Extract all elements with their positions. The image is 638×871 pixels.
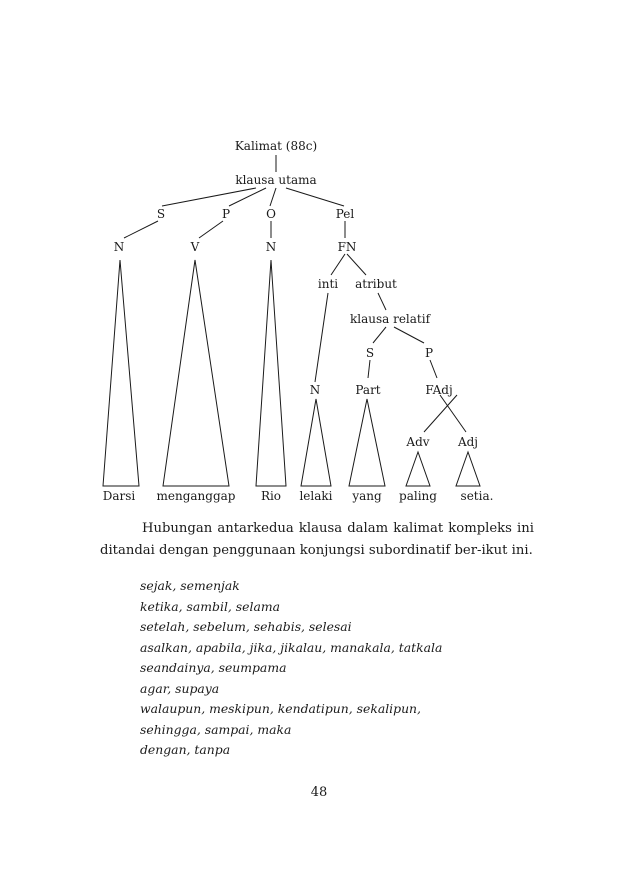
edge-klausa-s bbox=[373, 327, 386, 343]
edge-clause-o bbox=[270, 188, 276, 206]
edge-fn-inti bbox=[331, 254, 345, 275]
list-item: setelah, sebelum, sehabis, selesai bbox=[140, 619, 352, 634]
triangle-yang bbox=[349, 399, 385, 486]
word-lelaki: lelaki bbox=[299, 489, 333, 503]
node-cat-v: V bbox=[190, 240, 200, 254]
node-atribut: atribut bbox=[355, 277, 397, 291]
node-cat-n1: N bbox=[113, 240, 125, 254]
node-rel-p: P bbox=[424, 346, 434, 360]
edge-fadj-adj bbox=[440, 395, 466, 432]
word-yang: yang bbox=[352, 489, 382, 503]
node-clause: klausa utama bbox=[235, 173, 317, 187]
word-darsi: Darsi bbox=[102, 489, 136, 503]
edge-p-v bbox=[199, 221, 223, 238]
triangle-setia bbox=[456, 452, 480, 486]
list-item: asalkan, apabila, jika, jikalau, manakala, tatkala bbox=[140, 639, 443, 655]
node-rel-n: N bbox=[309, 383, 321, 397]
body-paragraph: Hubungan antarkedua klausa dalam kalimat kompleks ini ditandai dengan penggunaan konjungsi subordinatif ber-ikut ini. bbox=[100, 521, 534, 558]
node-rel-fadj: FAdj bbox=[425, 383, 453, 397]
node-adv: Adv bbox=[406, 435, 430, 449]
node-func-o: O bbox=[266, 207, 276, 221]
node-func-s: S bbox=[156, 207, 166, 221]
edge-s-n bbox=[124, 221, 158, 238]
triangle-lelaki bbox=[301, 399, 331, 486]
node-func-pel: Pel bbox=[335, 207, 355, 221]
edge-clause-pel bbox=[286, 188, 344, 206]
node-rel-s: S bbox=[365, 346, 375, 360]
word-rio: Rio bbox=[260, 489, 282, 503]
triangle-darsi bbox=[103, 260, 139, 486]
list-item: seandainya, seumpama bbox=[140, 660, 287, 675]
edge-clause-s bbox=[162, 188, 256, 206]
edge-inti-n bbox=[315, 293, 328, 382]
triangle-rio bbox=[256, 260, 286, 486]
node-relative-clause: klausa relatif bbox=[349, 312, 431, 326]
edge-fn-atribut bbox=[347, 254, 366, 275]
node-root: Kalimat (88c) bbox=[234, 139, 318, 153]
node-cat-fn: FN bbox=[337, 240, 357, 254]
word-setia: setia. bbox=[460, 489, 494, 503]
conjunction-list bbox=[140, 576, 442, 761]
edge-p-fadj bbox=[430, 360, 437, 378]
list-item: dengan, tanpa bbox=[140, 742, 231, 757]
node-rel-part: Part bbox=[355, 383, 381, 397]
node-cat-n2: N bbox=[265, 240, 277, 254]
node-func-p: P bbox=[221, 207, 231, 221]
edge-fadj-adv bbox=[424, 395, 457, 432]
triangle-menganggap bbox=[163, 260, 229, 486]
edge-clause-p bbox=[229, 188, 266, 206]
edge-atribut-klausa bbox=[378, 293, 386, 310]
list-item: agar, supaya bbox=[140, 680, 220, 696]
edge-s-part bbox=[368, 360, 370, 378]
word-menganggap: menganggap bbox=[156, 489, 236, 503]
page-number: 48 bbox=[310, 785, 328, 800]
tree-labels bbox=[114, 139, 478, 449]
list-item: sehingga, sampai, maka bbox=[140, 721, 292, 737]
node-adj: Adj bbox=[457, 435, 479, 449]
tree-edges bbox=[124, 155, 466, 432]
tree-words bbox=[103, 489, 494, 503]
list-item: walaupun, meskipun, kendatipun, sekalipun, bbox=[140, 701, 421, 716]
list-item: ketika, sambil, selama bbox=[140, 598, 280, 614]
node-inti: inti bbox=[317, 277, 339, 291]
edge-klausa-p bbox=[394, 327, 424, 343]
word-paling: paling bbox=[399, 489, 437, 503]
list-item: sejak, semenjak bbox=[140, 578, 240, 593]
triangle-paling bbox=[406, 452, 430, 486]
tree-triangles bbox=[103, 260, 480, 486]
